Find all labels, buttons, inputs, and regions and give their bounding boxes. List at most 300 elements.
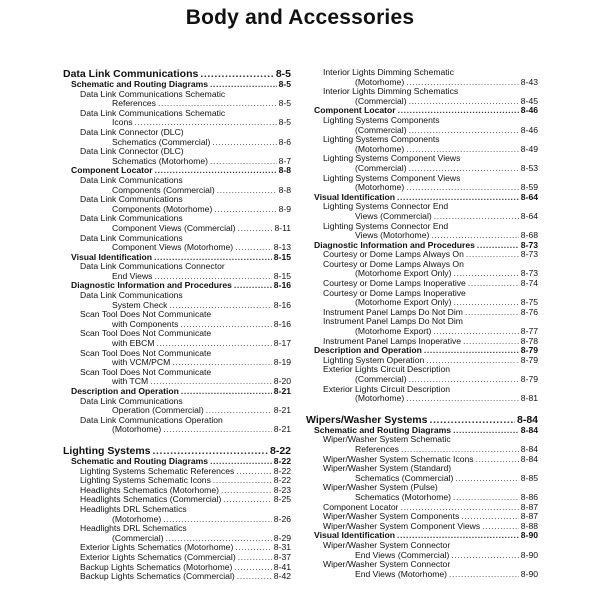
toc-entry-text: (Motorhome Export Only)	[355, 269, 452, 279]
toc-line	[80, 349, 291, 359]
toc-line	[323, 474, 538, 484]
toc-item	[306, 317, 538, 336]
toc-column-right	[306, 68, 538, 579]
dot-leader	[451, 551, 518, 561]
toc-line	[80, 397, 291, 407]
dot-leader	[217, 186, 277, 196]
toc-line	[80, 147, 291, 157]
toc-line	[80, 524, 291, 534]
toc-item	[306, 522, 538, 532]
toc-line	[71, 387, 291, 397]
toc-subsection	[63, 80, 291, 90]
toc-subsection	[63, 281, 291, 291]
toc-line	[323, 522, 538, 532]
toc-entry-text: Diagnostic Information and Procedures	[314, 240, 475, 250]
toc-entry-text: Courtesy or Dome Lamps Inoperative	[323, 288, 466, 298]
page-number: 8-7	[278, 155, 291, 166]
toc-item	[306, 116, 538, 135]
toc-subsection	[306, 193, 538, 203]
toc-item	[63, 147, 291, 166]
page-number: 8-87	[520, 501, 538, 512]
toc-entry-text: Data Link Communications	[80, 396, 183, 406]
toc-subsection	[306, 106, 538, 116]
toc-line	[80, 205, 291, 215]
dot-leader	[180, 320, 271, 330]
page-number: 8-29	[273, 532, 291, 543]
toc-line	[323, 365, 538, 375]
dot-leader	[157, 339, 272, 349]
page-number: 8-84	[520, 424, 538, 435]
page-number: 8-16	[273, 318, 291, 329]
dot-leader	[169, 301, 271, 311]
toc-entry-text: Lighting Systems Components	[323, 135, 440, 145]
toc-line	[80, 118, 291, 128]
toc-entry-text: (Commercial)	[355, 375, 407, 384]
toc-line	[323, 317, 538, 327]
toc-item	[63, 572, 291, 582]
toc-line	[80, 157, 291, 167]
toc-line	[80, 416, 291, 426]
toc-entry-text: Data Link Communications	[80, 195, 183, 205]
toc-subsection	[63, 387, 291, 397]
page-number: 8-81	[520, 393, 538, 404]
toc-line	[323, 174, 538, 184]
toc-line	[314, 346, 538, 356]
toc-entry-text: Wipers/Washer Systems	[306, 413, 428, 426]
toc-item	[63, 416, 291, 435]
toc-entry-text: End Views (Motorhome)	[355, 569, 448, 579]
page-number: 8-90	[520, 549, 538, 560]
dot-leader	[135, 118, 277, 128]
toc-entry-text: Exterior Lights Circuit Description	[323, 384, 451, 394]
page-number: 8-74	[520, 278, 538, 289]
dot-leader	[455, 474, 518, 484]
toc-entry-text: Lighting Systems Components	[323, 115, 440, 125]
toc-entry-text: Data Link Communications	[80, 214, 183, 224]
page-number: 8-22	[273, 475, 291, 486]
toc-entry-text: Schematics (Motorhome)	[112, 156, 208, 166]
toc-item	[63, 90, 291, 109]
toc-line	[314, 106, 538, 116]
toc-entry-text: Schematic and Routing Diagrams	[314, 425, 452, 435]
toc-line	[71, 253, 291, 263]
toc-entry-text: Wiper/Washer System Connector	[323, 540, 451, 550]
toc-entry-text: Scan Tool Does Not Communicate	[80, 329, 212, 339]
dot-leader	[465, 308, 519, 318]
dot-leader	[468, 279, 519, 289]
dot-leader	[172, 358, 272, 368]
dot-leader	[463, 337, 519, 347]
toc-item	[306, 308, 538, 318]
page-number: 8-22	[273, 465, 291, 476]
toc-line	[323, 260, 538, 270]
page-number: 8-59	[520, 182, 538, 193]
toc-item	[306, 222, 538, 241]
toc-entry-text: Data Link Communications	[80, 175, 183, 185]
toc-entry-text: Wiper/Washer System Schematic	[323, 435, 451, 445]
toc-line	[323, 541, 538, 551]
toc-line	[314, 193, 538, 203]
toc-line	[80, 224, 291, 234]
toc-line	[80, 515, 291, 525]
toc-subsection	[306, 241, 538, 251]
toc-entry-text: (Motorhome)	[355, 394, 405, 404]
toc-entry-text: Headlights Schematics (Motorhome)	[80, 485, 219, 495]
toc-item	[306, 541, 538, 560]
toc-line	[80, 534, 291, 544]
toc-entry-text: Lighting Systems	[63, 444, 151, 457]
toc-subsection	[63, 166, 291, 176]
toc-entry-text: Exterior Lights Circuit Description	[323, 365, 451, 375]
toc-line	[80, 572, 291, 582]
toc-line	[323, 145, 538, 155]
toc-entry-text: Icons	[112, 118, 133, 128]
toc-item	[306, 337, 538, 347]
toc-entry-text: Headlights Schematics (Commercial)	[80, 495, 222, 505]
toc-entry-text: Component Locator	[323, 502, 399, 512]
page-number: 8-88	[520, 520, 538, 531]
toc-line	[323, 385, 538, 395]
dot-leader	[406, 145, 519, 155]
toc-column-left	[63, 68, 291, 582]
toc-entry-text: Exterior Lights Schematics (Motorhome)	[80, 543, 234, 553]
toc-line	[323, 97, 538, 107]
dot-leader	[409, 375, 519, 385]
toc-line	[80, 262, 291, 272]
dot-leader	[406, 78, 519, 88]
page-number: 8-21	[273, 424, 291, 435]
toc-entry-text: (Commercial)	[355, 125, 407, 135]
page-number: 8-90	[520, 530, 538, 541]
toc-line	[80, 128, 291, 138]
toc-line	[80, 272, 291, 282]
toc-entry-text: Backup Lights Schematics (Commercial)	[80, 572, 235, 582]
toc-item	[306, 560, 538, 579]
toc-line	[323, 154, 538, 164]
toc-entry-text: Lighting System Operation	[323, 355, 425, 365]
toc-entry-text: Data Link Connector (DLC)	[80, 127, 184, 137]
dot-leader	[206, 406, 272, 416]
page-number: 8-75	[520, 297, 538, 308]
toc-line	[323, 512, 538, 522]
dot-leader	[158, 99, 277, 109]
page-number: 8-79	[520, 354, 538, 365]
toc-item	[306, 289, 538, 308]
toc-entry-text: Schematic and Routing Diagrams	[71, 456, 209, 466]
toc-entry-text: Views (Commercial)	[355, 211, 432, 221]
toc-line	[80, 543, 291, 553]
toc-entry-text: (Motorhome Export)	[355, 327, 432, 337]
toc-line	[323, 298, 538, 308]
toc-entry-text: Courtesy or Dome Lamps Always On	[323, 259, 464, 269]
toc-line	[323, 464, 538, 474]
page-number: 8-13	[273, 242, 291, 253]
toc-item	[306, 135, 538, 154]
toc-line	[323, 202, 538, 212]
toc-line	[323, 394, 538, 404]
toc-line	[80, 195, 291, 205]
dot-leader	[166, 534, 272, 544]
page-number: 8-79	[520, 374, 538, 384]
dot-leader	[397, 531, 519, 541]
toc-entry-text: Data Link Communications	[80, 233, 183, 243]
dot-leader	[431, 231, 518, 241]
page-number: 8-64	[520, 191, 538, 202]
dot-leader	[154, 272, 271, 282]
page-number: 8-84	[516, 413, 538, 426]
toc-entry-text: Instrument Panel Lamps Inoperative	[323, 336, 462, 346]
toc-line	[80, 329, 291, 339]
page-number: 8-85	[520, 472, 538, 483]
page-title: Body and Accessories	[185, 6, 415, 29]
page-number: 8-53	[520, 162, 538, 173]
toc-line	[323, 483, 538, 493]
page-number: 8-8	[278, 165, 291, 176]
dot-leader	[426, 356, 519, 366]
dot-leader	[181, 387, 272, 397]
toc-line	[323, 222, 538, 232]
toc-item	[63, 524, 291, 543]
page-number: 8-76	[520, 306, 538, 317]
toc-line	[80, 291, 291, 301]
toc-entry-text: Data Link Communications Connector	[80, 262, 225, 272]
toc-line	[323, 570, 538, 580]
dot-leader	[234, 563, 271, 573]
toc-item	[306, 385, 538, 404]
toc-item	[63, 368, 291, 387]
toc-line	[306, 414, 538, 426]
toc-item	[306, 174, 538, 193]
toc-entry-text: Lighting Systems Schematic Icons	[80, 476, 211, 486]
toc-entry-text: Instrument Panel Lamps Do Not Dim	[323, 317, 463, 327]
toc-line	[80, 467, 291, 477]
dot-leader	[223, 495, 271, 505]
toc-line	[80, 243, 291, 253]
toc-line	[323, 375, 538, 385]
toc-item	[63, 349, 291, 368]
toc-entry-text: (Motorhome)	[112, 514, 162, 524]
dot-leader	[163, 515, 272, 525]
dot-leader	[238, 553, 272, 563]
toc-line	[80, 138, 291, 148]
toc-line	[80, 505, 291, 515]
toc-item	[306, 279, 538, 289]
dot-leader	[409, 164, 519, 174]
toc-line	[80, 234, 291, 244]
page-number: 8-17	[273, 338, 291, 349]
toc-entry-text: Scan Tool Does Not Communicate	[80, 310, 212, 320]
toc-line	[80, 368, 291, 378]
toc-section	[63, 445, 291, 457]
toc-line	[314, 241, 538, 251]
toc-entry-text: Scan Tool Does Not Communicate	[80, 367, 212, 377]
page-number: 8-84	[520, 453, 538, 464]
toc-entry-text: Lighting Systems Connector End	[323, 221, 449, 231]
toc-line	[323, 250, 538, 260]
toc-line	[323, 183, 538, 193]
toc-line	[323, 87, 538, 97]
dot-leader	[238, 224, 273, 234]
toc-line	[80, 563, 291, 573]
toc-item	[63, 467, 291, 477]
page-number: 8-86	[520, 491, 538, 502]
page-number: 8-11	[274, 222, 291, 233]
toc-line	[80, 406, 291, 416]
toc-line	[80, 301, 291, 311]
toc-item	[63, 109, 291, 128]
toc-subsection	[306, 531, 538, 541]
toc-line	[323, 551, 538, 561]
toc-line	[71, 80, 291, 90]
toc-entry-text: Component Locator	[314, 106, 396, 116]
toc-entry-text: Headlights DRL Schematics	[80, 524, 187, 534]
dot-leader	[406, 394, 519, 404]
page-number: 8-21	[273, 386, 291, 396]
toc-item	[306, 503, 538, 513]
toc-line	[80, 99, 291, 109]
toc-line	[323, 503, 538, 513]
toc-line	[323, 135, 538, 145]
toc-item	[63, 553, 291, 563]
toc-entry-text: Data Link Communications	[63, 68, 199, 80]
dot-leader	[235, 543, 271, 553]
toc-entry-text: Wiper/Washer System Connector	[323, 560, 451, 570]
page-number: 8-15	[273, 270, 291, 281]
toc-line	[80, 486, 291, 496]
page-number: 8-73	[520, 249, 538, 260]
page-number: 8-49	[520, 143, 538, 154]
toc-entry-text: Wiper/Washer System (Standard)	[323, 464, 452, 474]
page-number: 8-87	[520, 511, 538, 522]
toc-item	[306, 464, 538, 483]
toc-item	[306, 260, 538, 279]
toc-item	[63, 329, 291, 348]
dot-leader	[406, 183, 519, 193]
dot-leader	[401, 445, 519, 455]
toc-line	[80, 109, 291, 119]
toc-subsection	[63, 253, 291, 263]
toc-entry-text: Description and Operation	[314, 346, 422, 356]
page-number: 8-22	[273, 455, 291, 466]
toc-item	[63, 262, 291, 281]
dot-leader	[398, 106, 519, 116]
toc-line	[323, 356, 538, 366]
toc-entry-text: Visual Identification	[71, 252, 153, 262]
toc-line	[323, 126, 538, 136]
page-number: 8-15	[273, 251, 291, 262]
dot-leader	[200, 68, 273, 80]
dot-leader	[482, 522, 519, 532]
toc-entry-text: with TCM	[112, 377, 149, 387]
toc-line	[63, 445, 291, 457]
page-number: 8-43	[520, 76, 538, 87]
dot-leader	[449, 570, 519, 580]
page-number: 8-5	[278, 98, 291, 109]
toc-entry-text: Schematic and Routing Diagrams	[71, 80, 209, 89]
toc-entry-text: Wiper/Washer System Components	[323, 512, 460, 522]
toc-line	[323, 164, 538, 174]
toc-line	[314, 426, 538, 436]
dot-leader	[453, 298, 518, 308]
toc-item	[306, 87, 538, 106]
toc-entry-text: Backup Lights Schematics (Motorhome)	[80, 562, 233, 572]
toc-line	[80, 186, 291, 196]
toc-subsection	[306, 346, 538, 356]
dot-leader	[163, 425, 272, 435]
toc-line	[63, 68, 291, 80]
toc-line	[314, 531, 538, 541]
toc-entry-text: Data Link Communications Operation	[80, 415, 223, 425]
toc-item	[306, 512, 538, 522]
toc-entry-text: Description and Operation	[71, 387, 179, 396]
page-number: 8-5	[278, 79, 291, 89]
toc-item	[63, 486, 291, 496]
toc-line	[80, 176, 291, 186]
toc-item	[63, 195, 291, 214]
dot-leader	[461, 512, 519, 522]
dot-leader	[476, 455, 519, 465]
dot-leader	[409, 97, 519, 107]
toc-entry-text: Headlights DRL Schematics	[80, 504, 187, 514]
toc-section	[63, 68, 291, 80]
page-number: 8-19	[273, 357, 291, 368]
toc-entry-text: Schematics (Motorhome)	[355, 492, 451, 502]
toc-line	[323, 231, 538, 241]
page-number: 8-64	[520, 210, 538, 221]
page-number: 8-20	[273, 376, 291, 387]
toc-item	[306, 154, 538, 173]
toc-entry-text: Data Link Connector (DLC)	[80, 147, 184, 157]
page-number: 8-23	[273, 484, 291, 495]
toc-entry-text: Interior Lights Dimming Schematics	[323, 87, 459, 97]
dot-leader	[234, 281, 272, 291]
toc-item	[63, 234, 291, 253]
toc-entry-text: (Motorhome)	[355, 183, 405, 193]
toc-entry-text: (Commercial)	[112, 533, 164, 543]
toc-entry-text: Courtesy or Dome Lamps Inoperative	[323, 279, 466, 289]
toc-line	[80, 377, 291, 387]
toc-entry-text: Interior Lights Dimming Schematic	[323, 68, 454, 77]
dot-leader	[221, 486, 272, 496]
toc-line	[323, 269, 538, 279]
dot-leader	[210, 457, 272, 467]
page-number: 8-16	[273, 280, 291, 291]
page-number: 8-46	[520, 105, 538, 116]
page-number: 8-46	[520, 124, 538, 135]
dot-leader	[400, 503, 518, 513]
toc-item	[306, 356, 538, 366]
toc-line	[80, 310, 291, 320]
toc-item	[63, 495, 291, 505]
dot-leader	[453, 493, 519, 503]
page-number: 8-25	[273, 494, 291, 505]
toc-item	[63, 397, 291, 416]
page-number: 8-42	[273, 571, 291, 582]
toc-entry-text: Component Views (Motorhome)	[112, 243, 234, 253]
page-number: 8-78	[520, 335, 538, 346]
toc-entry-text: Courtesy or Dome Lamps Always On	[323, 250, 464, 260]
dot-leader	[235, 243, 272, 253]
toc-item	[63, 214, 291, 233]
dot-leader	[424, 346, 519, 356]
toc-entry-text: Schematics (Commercial)	[112, 137, 211, 147]
toc-line	[80, 214, 291, 224]
dot-leader	[466, 250, 519, 260]
page-number: 8-8	[278, 184, 291, 195]
toc-line	[80, 476, 291, 486]
page-number: 8-90	[520, 568, 538, 579]
page-number: 8-26	[273, 513, 291, 524]
